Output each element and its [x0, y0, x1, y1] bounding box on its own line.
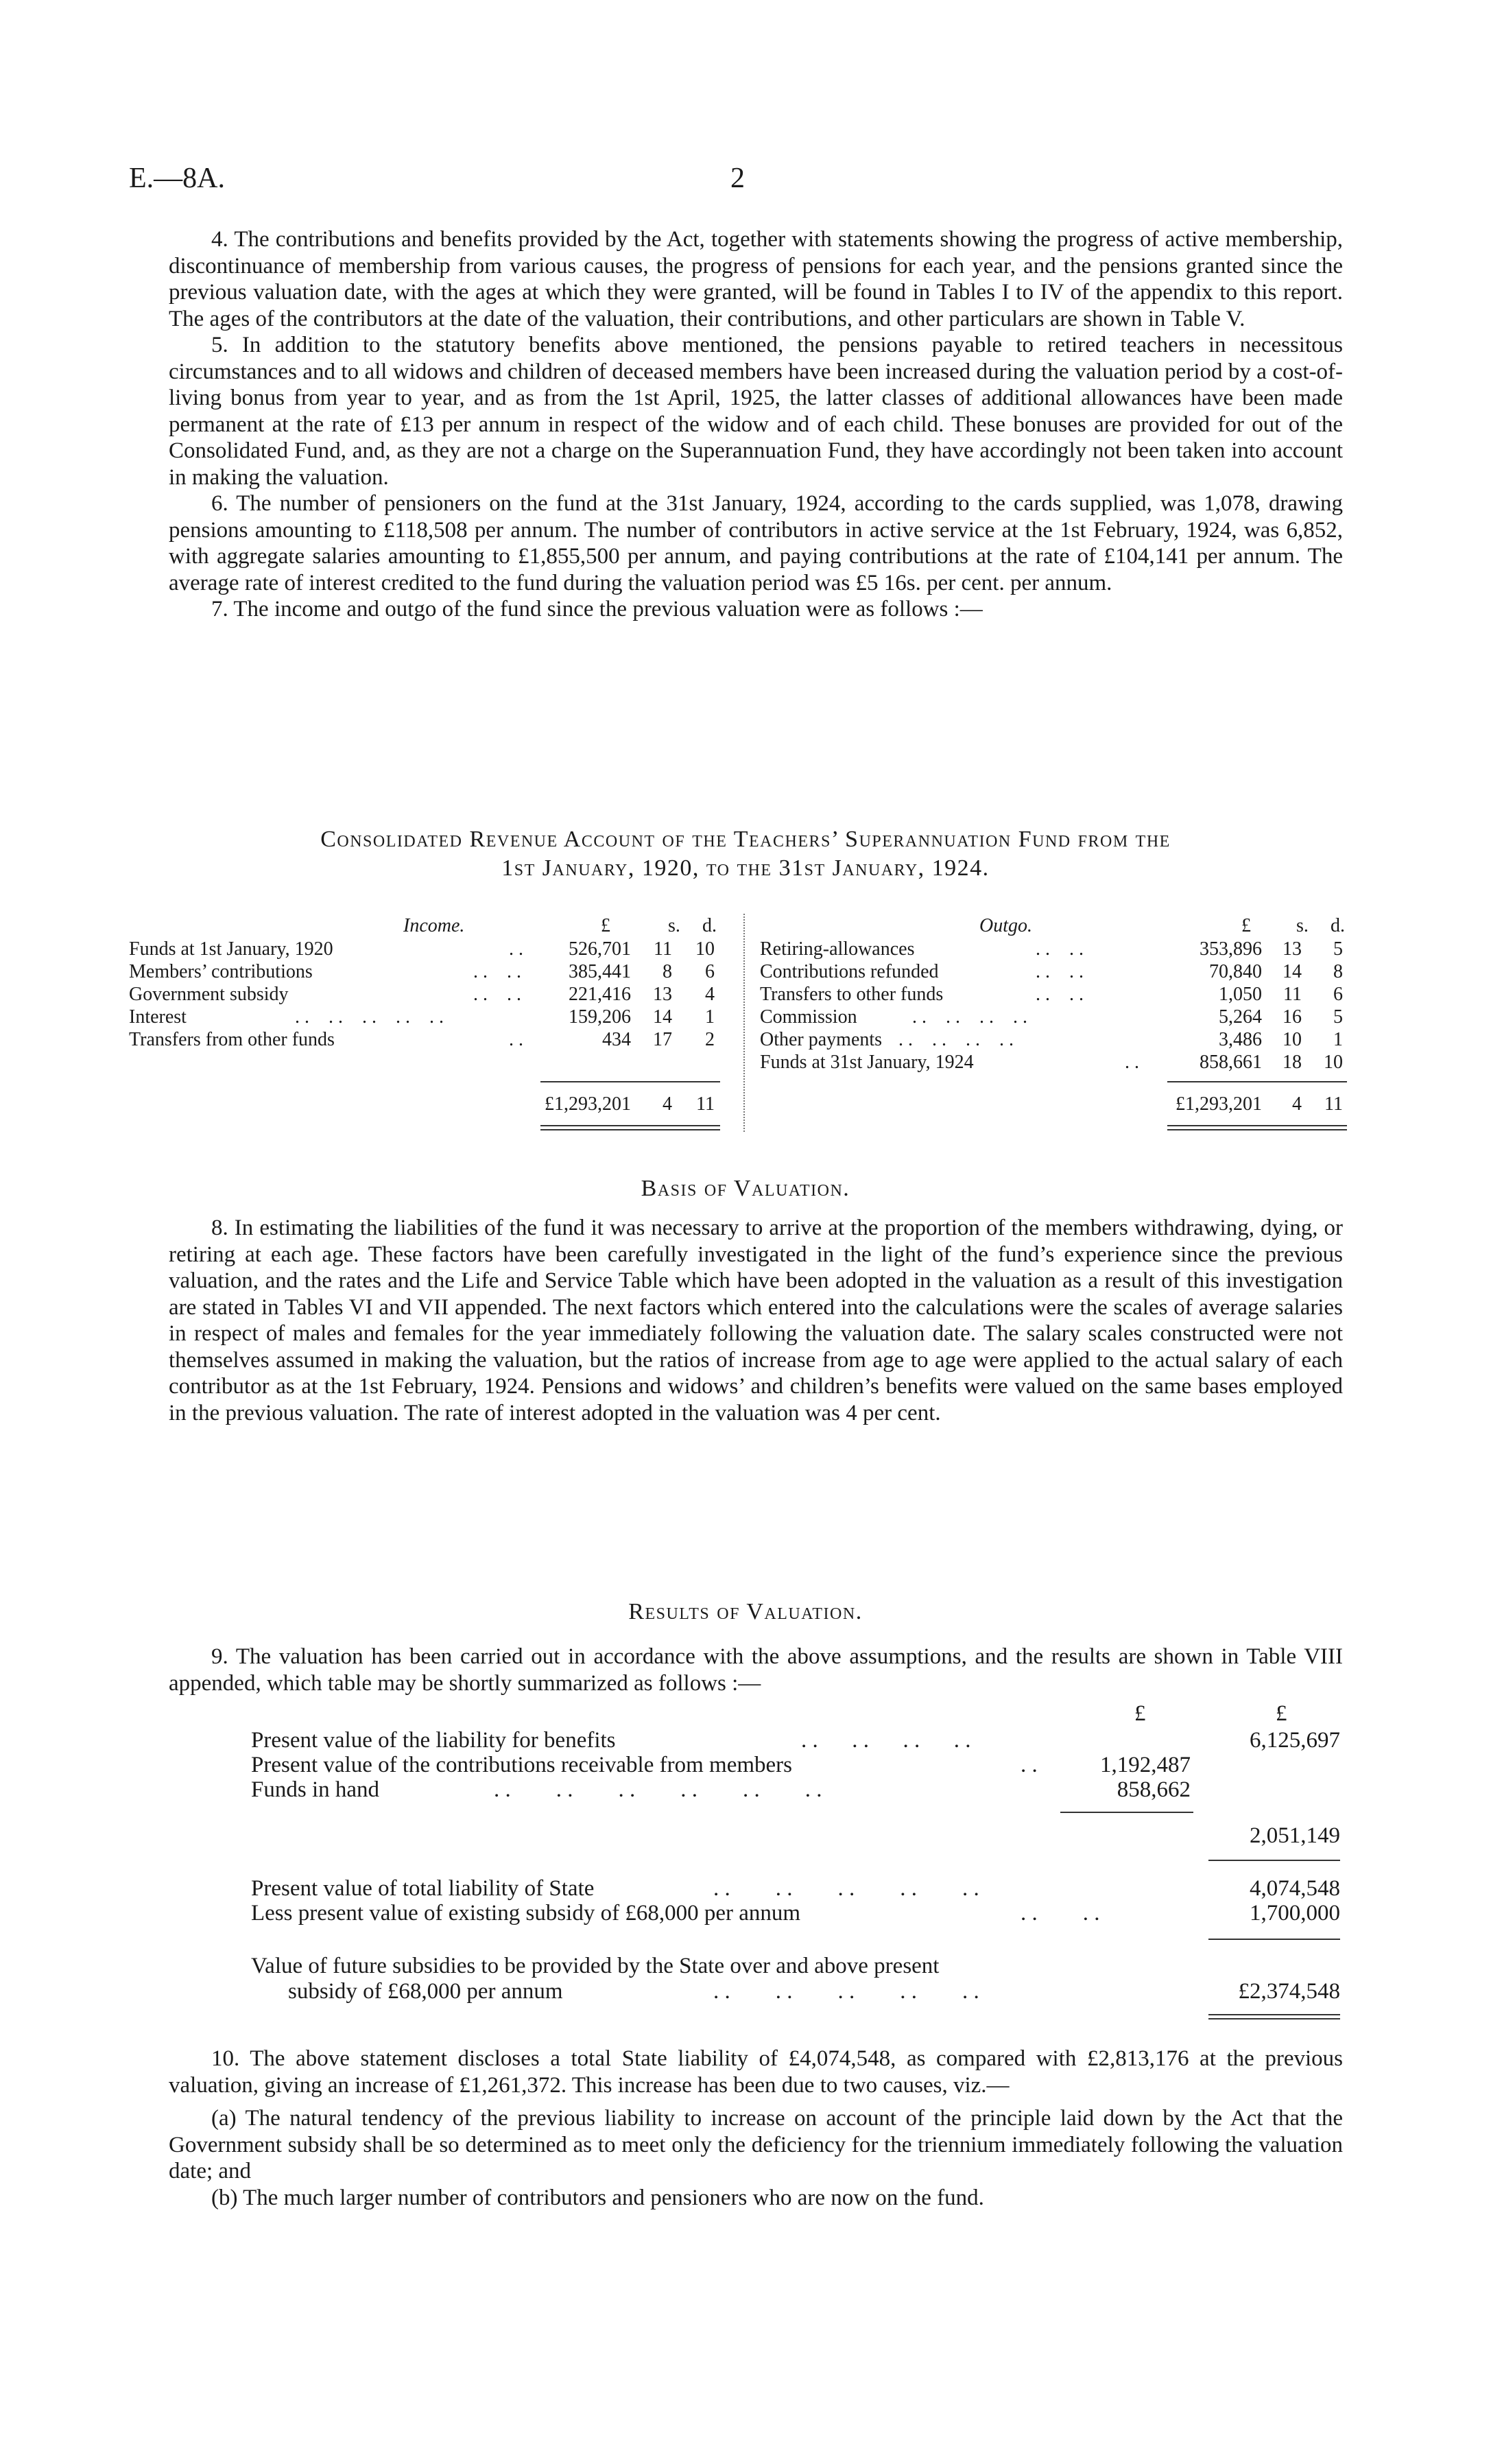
liability-value: 6,125,697 [1250, 1728, 1340, 1753]
outgo-heading: Outgo. [979, 915, 1032, 936]
leader-dots: . . . . . . . . . . [713, 1979, 979, 2004]
cause-b: (b) The much larger number of contributors and pensioners who are now on the fund. [211, 2185, 984, 2210]
outgo-pence: 5 [1333, 938, 1343, 960]
column-1-pound-sign: £ [1134, 1701, 1146, 1726]
final-double-rule [1208, 2014, 1340, 2019]
outgo-label: Other payments [760, 1029, 883, 1050]
income-pounds: 159,206 [569, 1006, 631, 1028]
paragraph-8: 8. In estimating the liabilities of the fund it was necessary to arrive at the proportion of the members withdrawing, dying, or retiring at each age. These factors have been carefully investigated in the light of the fund’s experience since the previous valuation, and the rates and the Life and Service Table which have been adopted in the valuation as a result of this investigation are stated in Tables VI and VII appended. The next factors which entered into the calculations were the scales of average salaries in respect of males and females for the year immediately following the valuation date. The salary scales constructed were not themselves assumed in making the valuation, but the ratios of increase from age to age were applied to the actual salary of each contributor as at the 1st February, 1924. Pensions and widows’ and children’s benefits were valued on the same bases employed in the previous valuation. The rate of interest adopted in the valuation was 4 per cent. [169, 1216, 1343, 1425]
income-pence: 4 [705, 984, 715, 1005]
income-label: Funds at 1st January, 1920 [129, 938, 333, 960]
future-subsidies-label-line-1: Value of future subsidies to be provided by the State over and above present [251, 1954, 940, 1978]
future-subsidies-value: £2,374,548 [1238, 1979, 1340, 2004]
leader-dots: . . . . . . . . . . [713, 1876, 979, 1901]
page-number: 2 [730, 163, 745, 194]
income-col-s: s. [668, 915, 680, 936]
state-rule [1208, 1860, 1340, 1861]
leader-dots: . . [1021, 1753, 1038, 1777]
outgo-label: Funds at 31st January, 1924 [760, 1052, 974, 1073]
future-subsidies-label-line-2: subsidy of £68,000 per annum [288, 1979, 563, 2004]
leader-dots: . . . . [1021, 1901, 1100, 1926]
outgo-pounds: 3,486 [1219, 1029, 1262, 1050]
income-label: Transfers from other funds [129, 1029, 335, 1050]
leader-dots: . . [509, 1029, 523, 1050]
income-label: Interest [129, 1006, 187, 1028]
outgo-total-shillings: 4 [1292, 1093, 1302, 1115]
income-total-pounds: £1,293,201 [545, 1093, 631, 1115]
outgo-col-s: s. [1296, 915, 1309, 936]
less-subsidy-value: 1,700,000 [1250, 1901, 1340, 1926]
paragraph-9: 9. The valuation has been carried out in accordance with the above assumptions, and the results are shown in Table VIII appended, which table may be shortly summarized as follows :— [169, 1644, 1343, 1696]
cause-a: (a) The natural tendency of the previous liability to increase on account of the principle laid down by the Act that the Government subsidy shall be so determined as to meet only the deficiency for the triennium immediately following the valuation date; and [169, 2106, 1343, 2183]
intro-paragraphs [169, 226, 1343, 623]
income-shillings: 14 [653, 1006, 672, 1028]
outgo-shillings: 10 [1283, 1029, 1302, 1050]
outgo-shillings: 18 [1283, 1052, 1302, 1073]
outgo-col-d: d. [1331, 915, 1345, 936]
income-total-shillings: 4 [663, 1093, 672, 1115]
paragraph-4: 4. The contributions and benefits provided by the Act, together with statements showing the progress of active membership, discontinuance of membership from various causes, the progress of pensions for each year, and the pensions granted since the previous valuation date, with the ages at which they were granted, will be found in Tables I to IV of the appendix to this report. The ages of the contributors at the date of the valuation, their contributions, and other particulars are shown in Table V. [169, 227, 1343, 331]
paragraph-5: 5. In addition to the statutory benefits above mentioned, the pensions payable to retired teachers in necessitous circumstances and to all widows and children of deceased members have been increased during the valuation period by a cost-of-living bonus from year to year, and as from the 1st April, 1925, the latter classes of additional allowances have been made permanent at the rate of £13 per annum in respect of the widow and of each child. These bonuses are provided for out of the Consolidated Fund, and, as they are not a charge on the Superannuation Fund, they have accordingly not been taken into account in making the valuation. [169, 333, 1343, 490]
outgo-pence: 1 [1333, 1029, 1343, 1050]
contributions-value: 1,192,487 [1100, 1753, 1191, 1777]
outgo-pounds: 70,840 [1209, 961, 1262, 982]
closing-text [169, 2046, 1343, 2211]
income-shillings: 17 [653, 1029, 672, 1050]
leader-dots: . . . . . . . . [801, 1728, 971, 1753]
outgo-pounds: 5,264 [1219, 1006, 1262, 1028]
account-title [137, 825, 1354, 883]
leader-dots: . . . . [1036, 938, 1084, 960]
paragraph-10: 10. The above statement discloses a total State liability of £4,074,548, as compared with £2,813,176 at the previous valuation, giving an increase of £1,261,372. This increase has been due to two causes, viz.— [169, 2046, 1343, 2098]
income-shillings: 13 [653, 984, 672, 1005]
subtotal-rule [1060, 1812, 1193, 1813]
outgo-col-pound: £ [1241, 915, 1251, 936]
leader-dots: . . . . [1036, 984, 1084, 1005]
funds-label: Funds in hand [251, 1777, 380, 1802]
income-label: Government subsidy [129, 984, 289, 1005]
outgo-shillings: 14 [1283, 961, 1302, 982]
document-code: E.—8A. [129, 163, 225, 194]
income-pence: 1 [705, 1006, 715, 1028]
income-heading: Income. [403, 915, 465, 936]
outgo-pounds: 1,050 [1219, 984, 1262, 1005]
outgo-pence: 6 [1333, 984, 1343, 1005]
subtotal-value: 2,051,149 [1250, 1823, 1340, 1848]
outgo-pence: 10 [1324, 1052, 1343, 1073]
income-shillings: 8 [663, 961, 672, 982]
income-pounds: 221,416 [569, 984, 631, 1005]
outgo-sum-rule [1167, 1081, 1347, 1082]
funds-value: 858,662 [1117, 1777, 1191, 1802]
income-pounds: 434 [602, 1029, 631, 1050]
leader-dots: . . [509, 938, 523, 960]
outgo-pence: 5 [1333, 1006, 1343, 1028]
income-pounds: 526,701 [569, 938, 631, 960]
outgo-pounds: 858,661 [1200, 1052, 1262, 1073]
outgo-shillings: 16 [1283, 1006, 1302, 1028]
account-column-divider [743, 914, 745, 1132]
paragraph-7: 7. The income and outgo of the fund since the previous valuation were as follows :— [211, 597, 983, 621]
outgo-total-pence: 11 [1324, 1093, 1343, 1115]
income-pence: 2 [705, 1029, 715, 1050]
leader-dots: . . . . . . . . . . [295, 1006, 444, 1028]
outgo-shillings: 13 [1283, 938, 1302, 960]
paragraph-6: 6. The number of pensioners on the fund at the 31st January, 1924, according to the cards supplied, was 1,078, drawing pensions amounting to £118,508 per annum. The number of contributors in active service at the 1st February, 1924, was 6,852, with aggregate salaries amounting to £1,855,500 per annum, and paying contributions at the rate of £104,141 per annum. The average rate of interest credited to the fund during the valuation period was £5 16s. per cent. per annum. [169, 491, 1343, 595]
income-pounds: 385,441 [569, 961, 631, 982]
leader-dots: . . . . [1036, 961, 1084, 982]
account-title-line-1: Consolidated Revenue Account of the Teachers’ Superannuation Fund from the [320, 827, 1171, 852]
income-shillings: 11 [654, 938, 672, 960]
outgo-total-pounds: £1,293,201 [1176, 1093, 1262, 1115]
leader-dots: . . . . . . . . . . . . [494, 1777, 822, 1802]
less-subsidy-label: Less present value of existing subsidy of £68,000 per annum [251, 1901, 801, 1926]
leader-dots: . . . . . . . . [912, 1006, 1027, 1028]
leader-dots: . . [1125, 1052, 1139, 1073]
income-total-pence: 11 [696, 1093, 715, 1115]
income-pence: 6 [705, 961, 715, 982]
state-liability-label: Present value of total liability of State [251, 1876, 595, 1901]
leader-dots: . . . . [473, 984, 521, 1005]
outgo-total-double-rule [1167, 1125, 1347, 1130]
outgo-label: Transfers to other funds [760, 984, 944, 1005]
results-intro [169, 1644, 1343, 1696]
income-total-double-rule [540, 1125, 720, 1130]
state-liability-value: 4,074,548 [1250, 1876, 1340, 1901]
outgo-pounds: 353,896 [1200, 938, 1262, 960]
future-rule [1208, 1939, 1340, 1940]
income-sum-rule [540, 1081, 720, 1082]
basis-heading: Basis of Valuation. [641, 1176, 850, 1201]
outgo-shillings: 11 [1283, 984, 1302, 1005]
results-heading: Results of Valuation. [628, 1599, 863, 1624]
income-pence: 10 [695, 938, 715, 960]
income-label: Members’ contributions [129, 961, 313, 982]
outgo-pence: 8 [1333, 961, 1343, 982]
liability-label: Present value of the liability for benefits [251, 1728, 616, 1753]
contributions-label: Present value of the contributions receivable from members [251, 1753, 792, 1777]
outgo-label: Contributions refunded [760, 961, 939, 982]
income-col-pound: £ [601, 915, 610, 936]
outgo-label: Commission [760, 1006, 857, 1028]
leader-dots: . . . . . . . . [898, 1029, 1014, 1050]
account-title-line-2: 1st January, 1920, to the 31st January, 1924. [501, 855, 990, 881]
income-col-d: d. [702, 915, 717, 936]
column-2-pound-sign: £ [1276, 1701, 1287, 1726]
outgo-label: Retiring-allowances [760, 938, 915, 960]
leader-dots: . . . . [473, 961, 521, 982]
basis-text [169, 1215, 1343, 1426]
